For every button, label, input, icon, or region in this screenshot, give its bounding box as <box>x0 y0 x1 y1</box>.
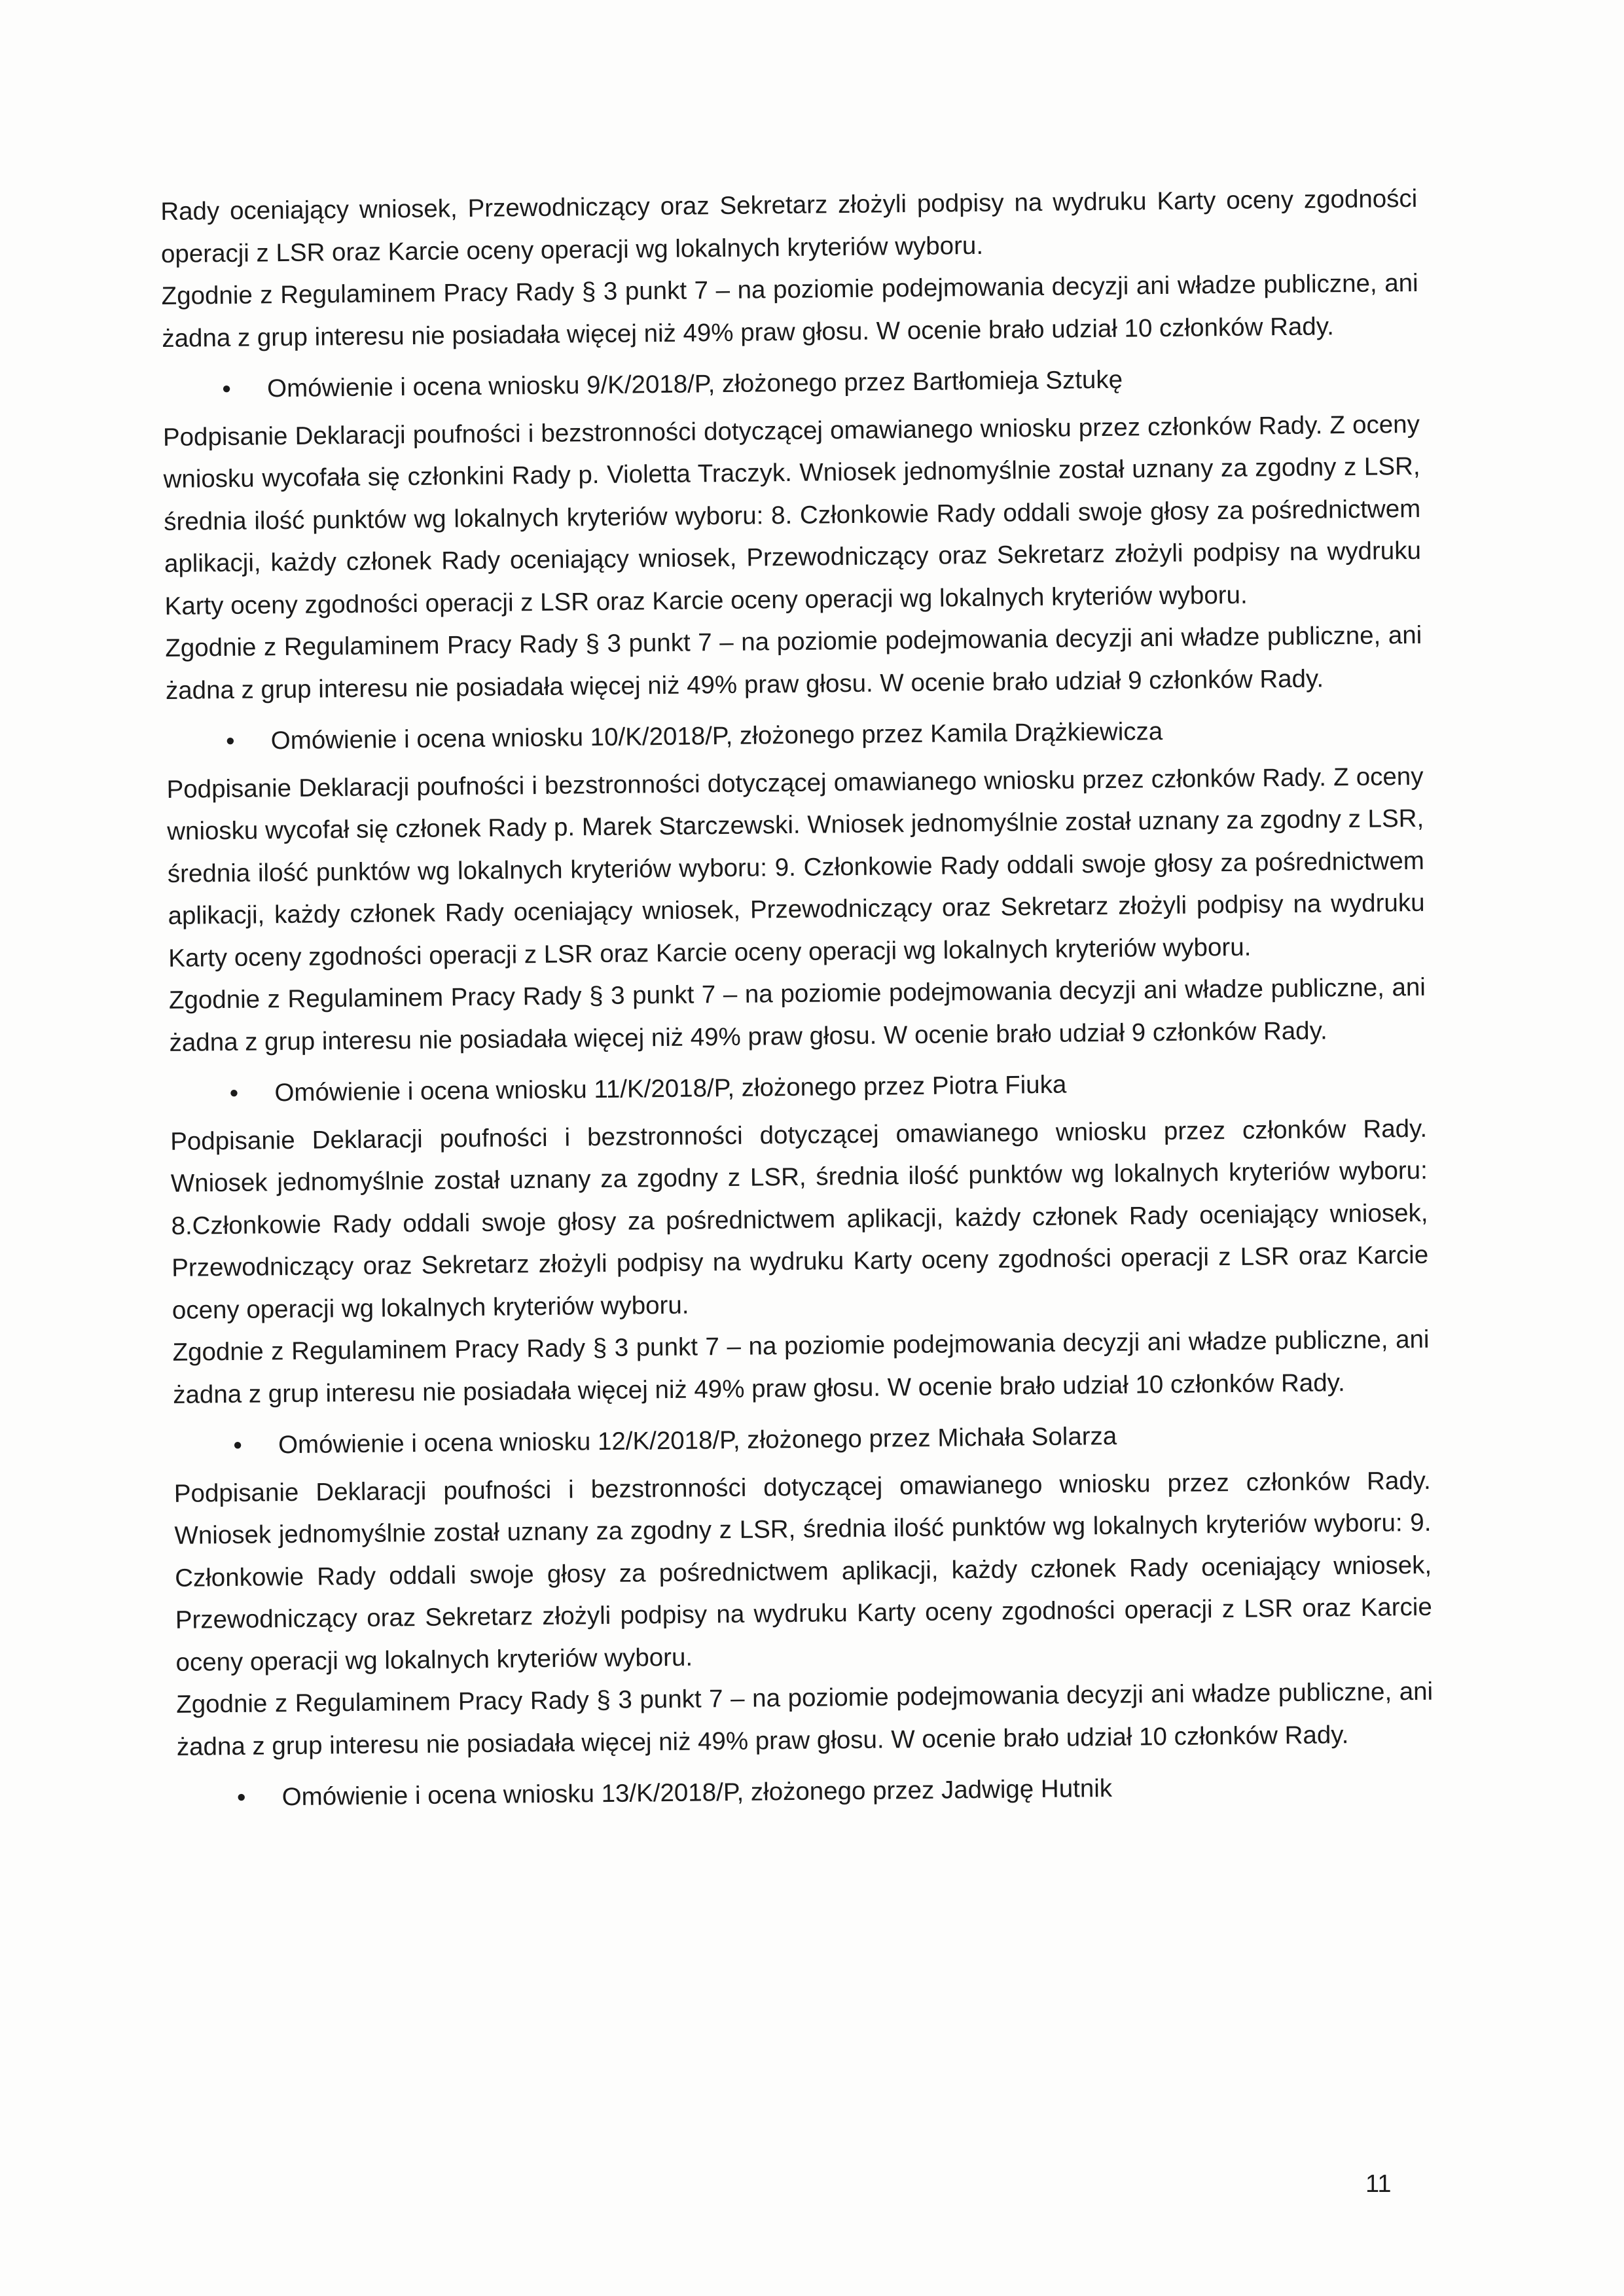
list-item-text: Omówienie i ocena wniosku 11/K/2018/P, złożonego przez Piotra Fiuka <box>274 1070 1067 1107</box>
bullet-icon: • <box>222 374 232 404</box>
page-body <box>160 178 1434 1825</box>
bullet-icon: • <box>233 1431 243 1460</box>
list-item <box>162 356 1420 412</box>
paragraph: Zgodnie z Regulaminem Pracy Rady § 3 punkt 7 – na poziomie podejmowania decyzji ani władze publiczne, ani żadna z grup interesu nie posiadała więcej niż 49% praw głosu. W ocenie brało udział 9 członków Rady. <box>168 973 1426 1057</box>
list-item <box>166 708 1423 764</box>
list-item <box>177 1765 1434 1820</box>
paragraph: Podpisanie Deklaracji poufności i bezstronności dotyczącej omawianego wniosku przez członków Rady. Z oceny wniosku wycofała się członkini Rady p. Violetta Traczyk. Wniosek jednomyślnie został uznany za zgodny z LSR, średnia ilość punktów wg lokalnych kryteriów wyboru: 8. Członkowie Rady oddali swoje głosy za pośrednictwem aplikacji, każdy członek Rady oceniający wniosek, Przewodniczący oraz Sekretarz złożyli podpisy na wydruku Karty oceny zgodności operacji z LSR oraz Karcie oceny operacji wg lokalnych kryteriów wyboru. <box>162 410 1422 620</box>
bullet-icon: • <box>236 1783 246 1812</box>
paragraph: Podpisanie Deklaracji poufności i bezstronności dotyczącej omawianego wniosku przez członków Rady. Z oceny wniosku wycofał się członek Rady p. Marek Starczewski. Wniosek jednomyślnie został uznany za zgodny z LSR, średnia ilość punktów wg lokalnych kryteriów wyboru: 9. Członkowie Rady oddali swoje głosy za pośrednictwem aplikacji, każdy członek Rady oceniający wniosek, Przewodniczący oraz Sekretarz złożyli podpisy na wydruku Karty oceny zgodności operacji z LSR oraz Karcie oceny operacji wg lokalnych kryteriów wyboru. <box>166 762 1425 973</box>
list-item <box>170 1060 1427 1116</box>
list-item-text: Omówienie i ocena wniosku 12/K/2018/P, złożonego przez Michała Solarza <box>278 1422 1117 1460</box>
paragraph: Zgodnie z Regulaminem Pracy Rady § 3 punkt 7 – na poziomie podejmowania decyzji ani władze publiczne, ani żadna z grup interesu nie posiadała więcej niż 49% praw głosu. W ocenie brało udział 10 członków Rady. <box>161 268 1418 353</box>
paragraph: Podpisanie Deklaracji poufności i bezstronności dotyczącej omawianego wniosku przez członków Rady. Wniosek jednomyślnie został uznany za zgodny z LSR, średnia ilość punktów wg lokalnych kryteriów wyboru: 8.Członkowie Rady oddali swoje głosy za pośrednictwem aplikacji, każdy członek Rady oceniający wniosek, Przewodniczący oraz Sekretarz złożyli podpisy na wydruku Karty oceny zgodności operacji z LSR oraz Karcie oceny operacji wg lokalnych kryteriów wyboru. <box>170 1114 1429 1325</box>
page-number: 11 <box>1365 2170 1392 2198</box>
paragraph: Podpisanie Deklaracji poufności i bezstronności dotyczącej omawianego wniosku przez członków Rady. Wniosek jednomyślnie został uznany za zgodny z LSR, średnia ilość punktów wg lokalnych kryteriów wyboru: 9. Członkowie Rady oddali swoje głosy za pośrednictwem aplikacji, każdy członek Rady oceniający wniosek, Przewodniczący oraz Sekretarz złożyli podpisy na wydruku Karty oceny zgodności operacji z LSR oraz Karcie oceny operacji wg lokalnych kryteriów wyboru. <box>173 1466 1432 1677</box>
list-item-text: Omówienie i ocena wniosku 10/K/2018/P, złożonego przez Kamila Drążkiewicza <box>270 717 1163 755</box>
paragraph: Zgodnie z Regulaminem Pracy Rady § 3 punkt 7 – na poziomie podejmowania decyzji ani władze publiczne, ani żadna z grup interesu nie posiadała więcej niż 49% praw głosu. W ocenie brało udział 10 członków Rady. <box>175 1677 1434 1761</box>
list-item-text: Omówienie i ocena wniosku 9/K/2018/P, złożonego przez Bartłomieja Sztukę <box>266 365 1123 403</box>
list-item <box>173 1412 1431 1468</box>
list-item-text: Omówienie i ocena wniosku 13/K/2018/P, złożonego przez Jadwigę Hutnik <box>281 1774 1113 1812</box>
bullet-icon: • <box>229 1079 239 1107</box>
paragraph: Zgodnie z Regulaminem Pracy Rady § 3 punkt 7 – na poziomie podejmowania decyzji ani władze publiczne, ani żadna z grup interesu nie posiadała więcej niż 49% praw głosu. W ocenie brało udział 10 członków Rady. <box>172 1325 1430 1409</box>
paragraph: Zgodnie z Regulaminem Pracy Rady § 3 punkt 7 – na poziomie podejmowania decyzji ani władze publiczne, ani żadna z grup interesu nie posiadała więcej niż 49% praw głosu. W ocenie brało udział 9 członków Rady. <box>165 620 1422 705</box>
bullet-icon: • <box>225 726 235 755</box>
paragraph: Rady oceniający wniosek, Przewodniczący oraz Sekretarz złożyli podpisy na wydruku Karty oceny zgodności operacji z LSR oraz Karcie oceny operacji wg lokalnych kryteriów wyboru. <box>160 184 1418 268</box>
